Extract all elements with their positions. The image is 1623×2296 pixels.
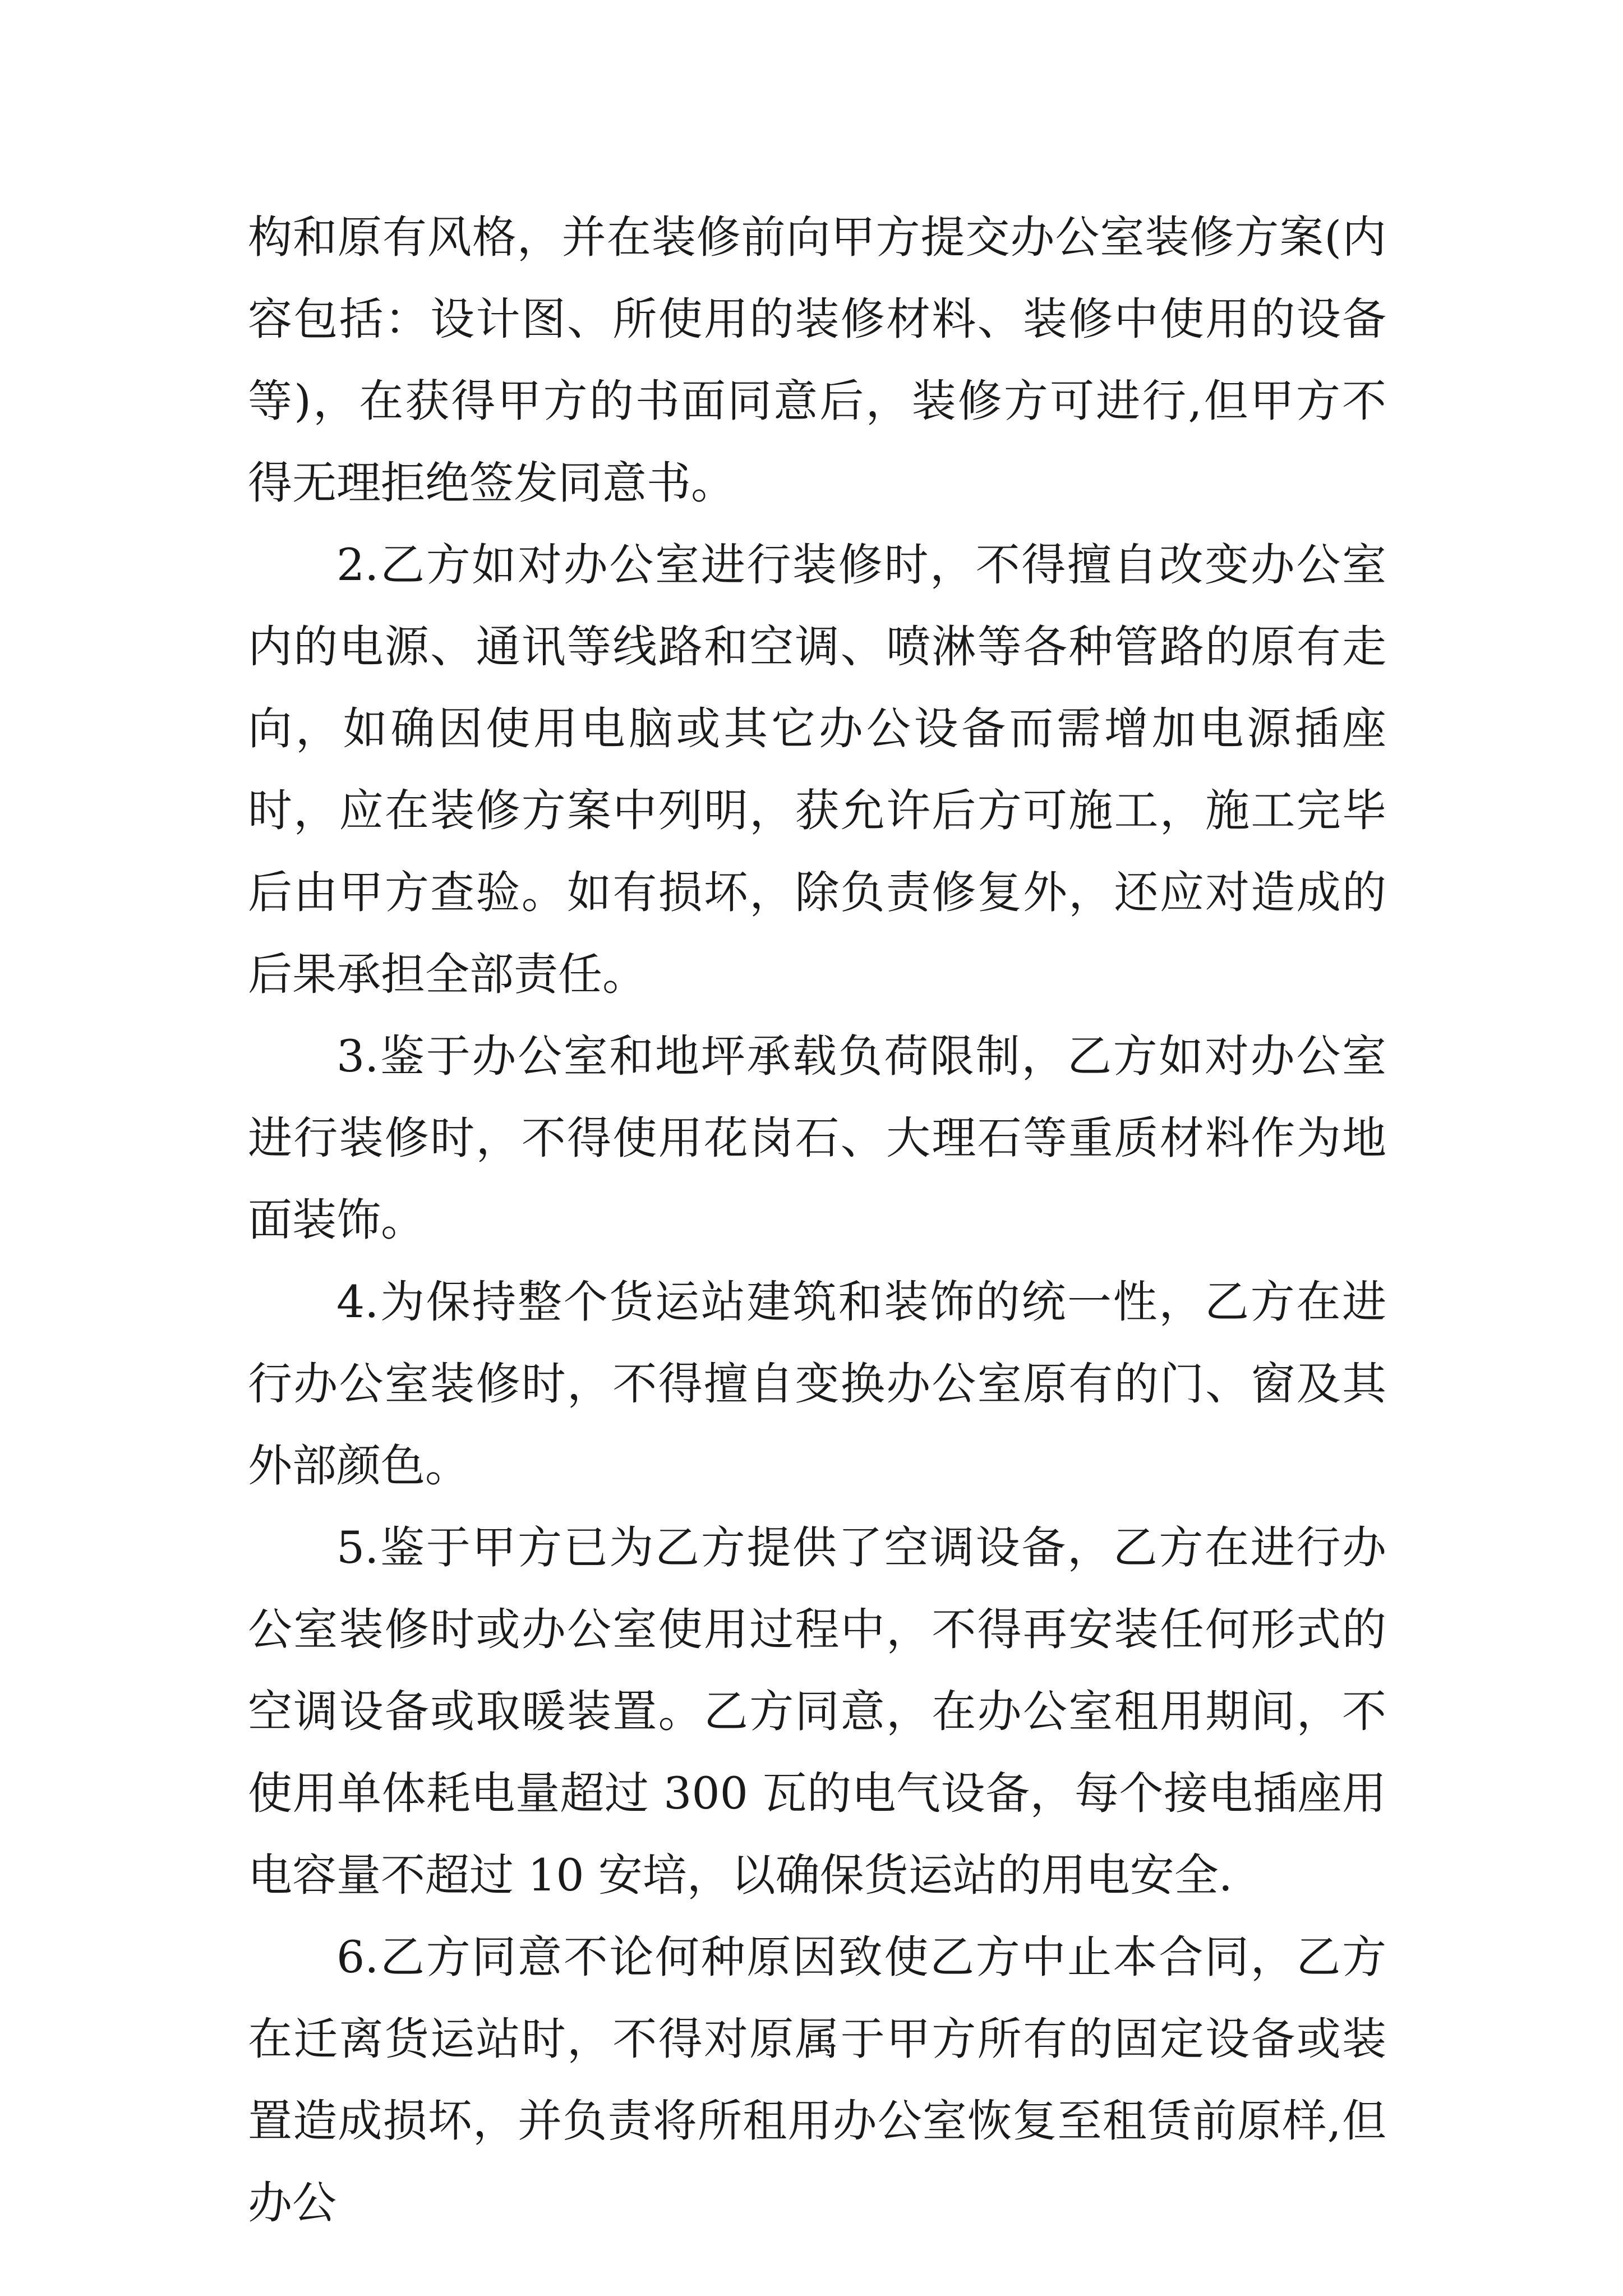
paragraph-clause-5: 5.鉴于甲方已为乙方提供了空调设备，乙方在进行办公室装修时或办公室使用过程中，不得再安装任何形式的空调设备或取暖装置。乙方同意，在办公室租用期间，不使用单体耗电量超过 300 瓦的电气设备，每个接电插座用电容量不超过 10 安培，以确保货运站的用电安全. — [248, 1522, 1386, 1901]
paragraph-clause-6: 6.乙方同意不论何种原因致使乙方中止本合同，乙方在迁离货运站时，不得对原属于甲方所有的固定设备或装置造成损坏，并负责将所租用办公室恢复至租赁前原样,但办公 — [248, 1931, 1386, 2229]
paragraph-clause-4: 4.为保持整个货运站建筑和装饰的统一性，乙方在进行办公室装修时，不得擅自变换办公室原有的门、窗及其外部颜色。 — [248, 1276, 1386, 1492]
document-body — [248, 196, 1386, 2244]
paragraph-continuation: 构和原有风格，并在装修前向甲方提交办公室装修方案(内容包括：设计图、所使用的装修材料、装修中使用的设备等)，在获得甲方的书面同意后，装修方可进行,但甲方不得无理拒绝签发同意书。 — [248, 211, 1386, 509]
paragraph-clause-3: 3.鉴于办公室和地坪承载负荷限制，乙方如对办公室进行装修时，不得使用花岗石、大理石等重质材料作为地面装饰。 — [248, 1030, 1386, 1246]
paragraph-clause-2: 2.乙方如对办公室进行装修时，不得擅自改变办公室内的电源、通讯等线路和空调、喷淋等各种管路的原有走向，如确因使用电脑或其它办公设备而需增加电源插座时，应在装修方案中列明，获允许后方可施工，施工完毕后由甲方查验。如有损坏，除负责修复外，还应对造成的后果承担全部责任。 — [248, 539, 1386, 1000]
